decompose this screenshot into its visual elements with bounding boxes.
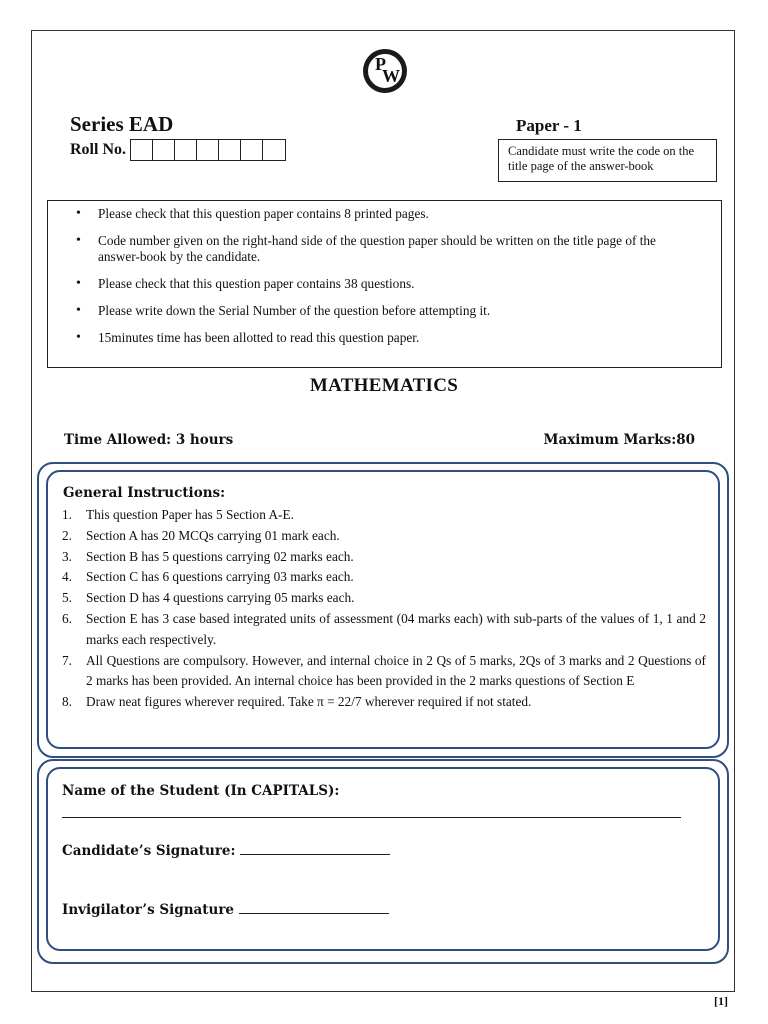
instruction-number: 7. — [62, 652, 72, 668]
checklist — [48, 206, 721, 357]
roll-number-box[interactable] — [219, 140, 241, 160]
invigilator-signature-label: Invigilator’s Signature — [62, 902, 235, 918]
instruction-item — [62, 692, 706, 713]
candidate-signature-label: Candidate’s Signature: — [62, 843, 236, 859]
series-label: Series EAD — [70, 112, 174, 136]
page-number: [1] — [714, 994, 728, 1008]
time-allowed: Time Allowed: 3 hours — [64, 432, 234, 448]
instruction-text: All Questions are compulsory. However, and internal choice in 2 Qs of 5 marks, 2Qs of 3 marks and 2 Questions of 2 marks has been provided. An internal choice has been provided in the 2 marks questions of Section E — [86, 652, 706, 689]
roll-number-box[interactable] — [241, 140, 263, 160]
instruction-text: Section E has 3 case based integrated units of assessment (04 marks each) with sub-parts of the values of 1, 1 and 2 marks each respectively. — [86, 610, 706, 647]
invigilator-signature-line[interactable] — [239, 901, 389, 914]
instruction-text: Section A has 20 MCQs carrying 01 mark each. — [86, 527, 340, 543]
instruction-item — [62, 526, 706, 547]
checklist-item-text: 15minutes time has been allotted to read this question paper. — [98, 330, 420, 345]
instruction-text: Section B has 5 questions carrying 02 marks each. — [86, 548, 354, 564]
bullet-icon: • — [76, 303, 81, 318]
instruction-number: 2. — [62, 527, 72, 543]
checklist-box — [47, 200, 722, 368]
checklist-item-text: Code number given on the right-hand side of the question paper should be written on the title page of the answer-book by the candidate. — [98, 233, 656, 264]
subject-title: MATHEMATICS — [309, 375, 459, 396]
maximum-marks: Maximum Marks:80 — [543, 432, 695, 448]
general-instructions-list — [62, 505, 706, 713]
checklist-item — [48, 206, 721, 222]
checklist-item-text: Please check that this question paper contains 8 printed pages. — [98, 206, 429, 221]
instruction-number: 1. — [62, 507, 72, 522]
checklist-item-text: Please write down the Serial Number of the question before attempting it. — [98, 303, 491, 318]
instruction-item — [62, 567, 706, 588]
roll-label: Roll No. — [70, 141, 126, 158]
logo-letter-w: W — [382, 66, 400, 86]
bullet-icon: • — [76, 206, 81, 221]
instruction-text: Section C has 6 questions carrying 03 marks each. — [86, 569, 354, 585]
instruction-item — [62, 505, 706, 526]
instruction-item — [62, 547, 706, 568]
pw-logo-icon — [363, 49, 407, 93]
instruction-number: 4. — [62, 569, 72, 585]
bullet-icon: • — [76, 330, 81, 345]
paper-label: Paper - 1 — [516, 116, 582, 135]
code-note-box: Candidate must write the code on the title page of the answer-book — [498, 139, 717, 182]
checklist-item — [48, 330, 721, 346]
student-name-label: Name of the Student (In CAPITALS): — [62, 783, 340, 799]
instruction-text: This question Paper has 5 Section A-E. — [86, 507, 294, 522]
general-instructions-title: General Instructions: — [63, 485, 226, 501]
candidate-signature-field — [62, 842, 390, 859]
roll-number-box[interactable] — [175, 140, 197, 160]
instruction-number: 5. — [62, 590, 72, 606]
checklist-item-text: Please check that this question paper contains 38 questions. — [98, 276, 415, 291]
checklist-item — [48, 303, 721, 319]
roll-number-boxes — [130, 139, 286, 161]
roll-number-row — [70, 139, 286, 161]
checklist-item — [48, 233, 721, 265]
roll-number-box[interactable] — [197, 140, 219, 160]
bullet-icon: • — [76, 233, 81, 248]
instruction-item — [62, 651, 706, 693]
roll-number-box[interactable] — [153, 140, 175, 160]
instruction-number: 6. — [62, 610, 72, 626]
candidate-signature-line[interactable] — [240, 842, 390, 855]
instruction-item — [62, 588, 706, 609]
instruction-text: Draw neat figures wherever required. Take π = 22/7 wherever required if not stated. — [86, 694, 532, 710]
instruction-text: Section D has 4 questions carrying 05 marks each. — [86, 590, 355, 606]
invigilator-signature-field — [62, 901, 389, 918]
instruction-number: 8. — [62, 694, 72, 710]
instruction-number: 3. — [62, 548, 72, 564]
bullet-icon: • — [76, 276, 81, 291]
roll-number-box[interactable] — [263, 140, 285, 160]
roll-number-box[interactable] — [131, 140, 153, 160]
checklist-item — [48, 276, 721, 292]
student-name-line[interactable] — [62, 817, 681, 818]
logo-inner — [367, 53, 403, 89]
instruction-item — [62, 609, 706, 651]
logo-letter-p: P — [375, 54, 386, 74]
